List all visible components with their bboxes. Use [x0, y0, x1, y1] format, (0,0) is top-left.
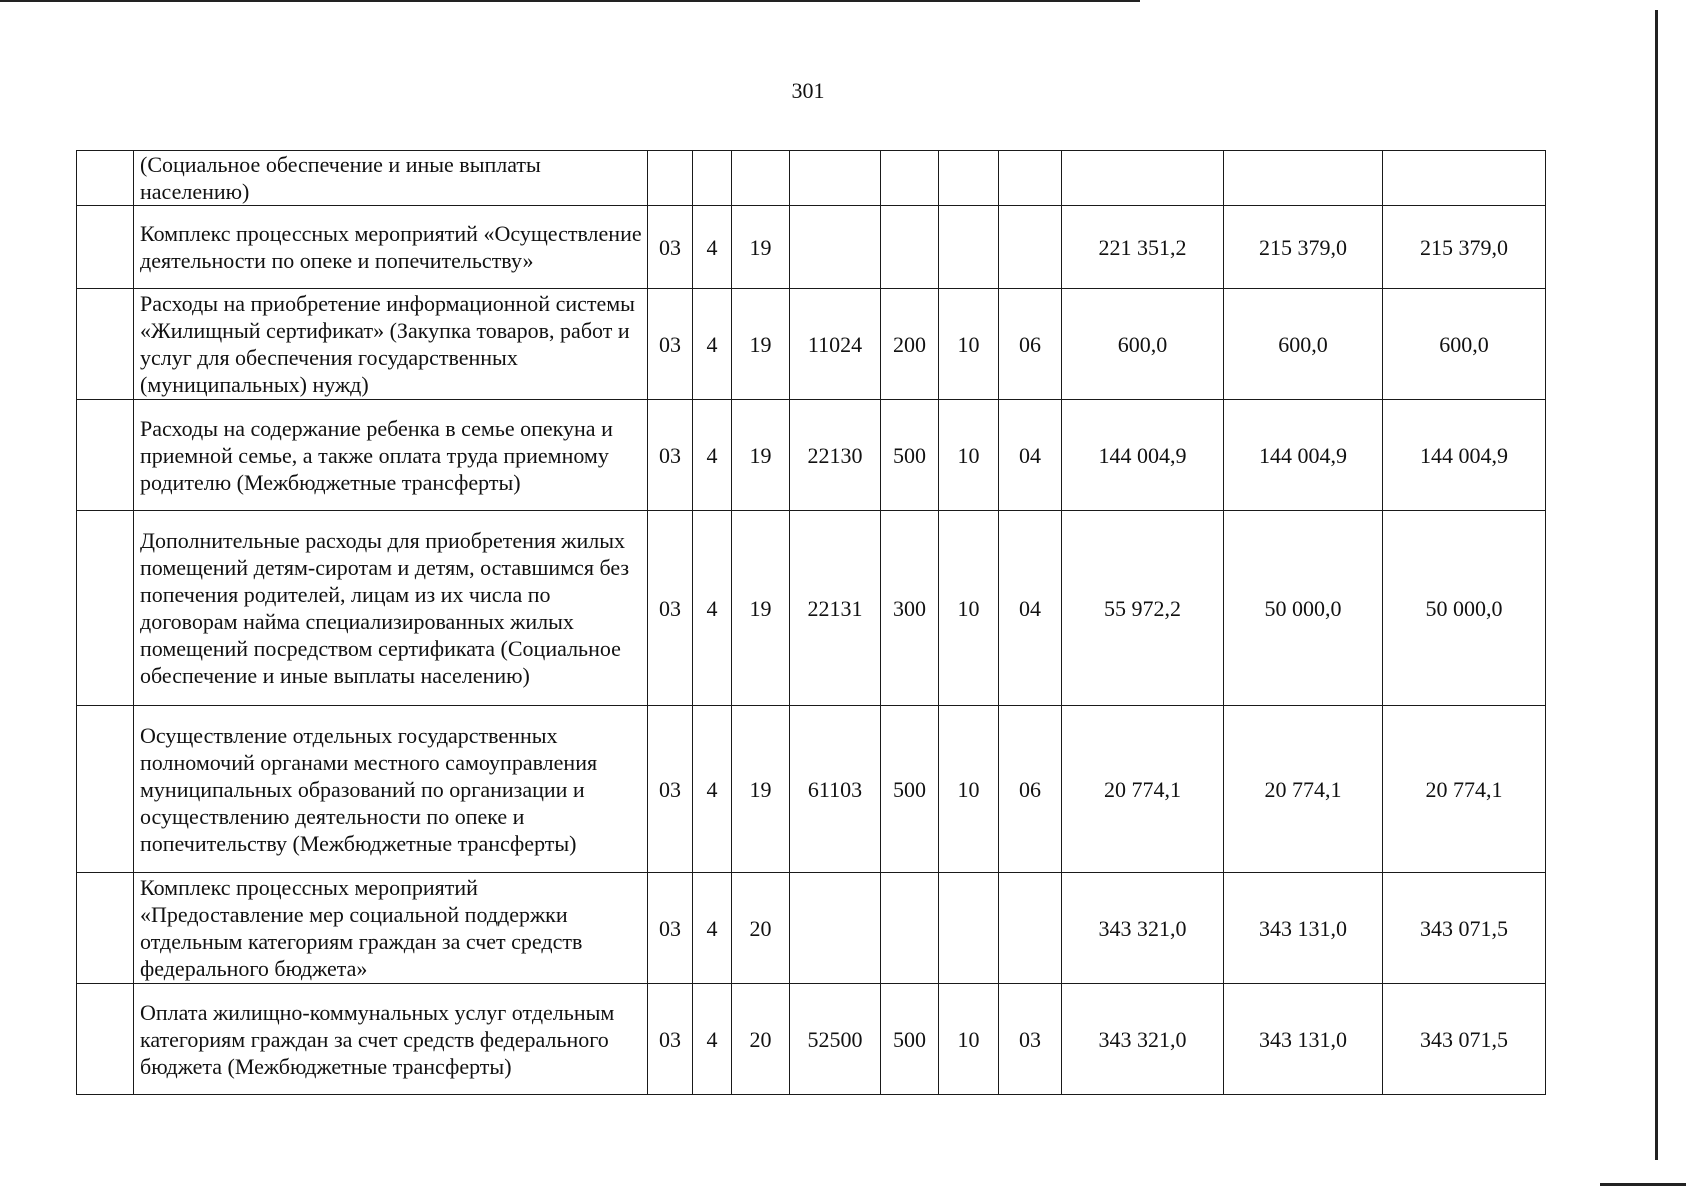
code-cell: [939, 151, 999, 206]
amount-cell: 215 379,0: [1383, 206, 1546, 289]
code-cell: 03: [999, 984, 1062, 1095]
code-cell: 52500: [790, 984, 881, 1095]
code-cell: [939, 873, 999, 984]
code-cell: 03: [648, 206, 693, 289]
code-cell: 10: [939, 289, 999, 400]
table-row: [77, 289, 1546, 400]
amount-cell: 55 972,2: [1062, 511, 1224, 706]
table-row: [77, 984, 1546, 1095]
code-cell: 4: [693, 873, 732, 984]
row-description: Комплекс процессных мероприятий «Предоставление мер социальной поддержки отдельным категориям граждан за счет средств федерального бюджета»: [134, 873, 648, 984]
amount-cell: [1062, 151, 1224, 206]
code-cell: 03: [648, 873, 693, 984]
empty-cell: [77, 984, 134, 1095]
row-description: Комплекс процессных мероприятий «Осуществление деятельности по опеке и попечительству»: [134, 206, 648, 289]
code-cell: [939, 206, 999, 289]
code-cell: 19: [732, 706, 790, 873]
scan-edge-right: [1655, 10, 1658, 1160]
code-cell: 04: [999, 511, 1062, 706]
amount-cell: 144 004,9: [1224, 400, 1383, 511]
code-cell: 4: [693, 706, 732, 873]
table-row: [77, 400, 1546, 511]
code-cell: 04: [999, 400, 1062, 511]
code-cell: [648, 151, 693, 206]
amount-cell: 600,0: [1383, 289, 1546, 400]
budget-table: [76, 150, 1546, 1095]
table-row: [77, 511, 1546, 706]
code-cell: [881, 206, 939, 289]
code-cell: 10: [939, 706, 999, 873]
code-cell: 06: [999, 706, 1062, 873]
row-description: Дополнительные расходы для приобретения жилых помещений детям-сиротам и детям, оставшимся без попечения родителей, лицам из их числа по договорам найма специализированных жилых помещений посредством сертификата (Социальное обеспечение и иные выплаты населению): [134, 511, 648, 706]
amount-cell: 215 379,0: [1224, 206, 1383, 289]
amount-cell: 144 004,9: [1062, 400, 1224, 511]
amount-cell: 343 131,0: [1224, 984, 1383, 1095]
code-cell: [790, 151, 881, 206]
table-row: [77, 873, 1546, 984]
empty-cell: [77, 511, 134, 706]
amount-cell: 343 131,0: [1224, 873, 1383, 984]
code-cell: 4: [693, 984, 732, 1095]
scan-edge-bottom: [1600, 1183, 1686, 1186]
amount-cell: 50 000,0: [1383, 511, 1546, 706]
empty-cell: [77, 206, 134, 289]
code-cell: 20: [732, 873, 790, 984]
scan-edge-top: [0, 0, 1140, 2]
amount-cell: 343 321,0: [1062, 984, 1224, 1095]
code-cell: 19: [732, 511, 790, 706]
code-cell: 22130: [790, 400, 881, 511]
amount-cell: 20 774,1: [1062, 706, 1224, 873]
row-description: Осуществление отдельных государственных полномочий органами местного самоуправления муниципальных образований по организации и осуществлению деятельности по опеке и попечительству (Межбюджетные трансферты): [134, 706, 648, 873]
row-description: Расходы на приобретение информационной системы «Жилищный сертификат» (Закупка товаров, работ и услуг для обеспечения государственных (муниципальных) нужд): [134, 289, 648, 400]
amount-cell: 144 004,9: [1383, 400, 1546, 511]
amount-cell: 20 774,1: [1224, 706, 1383, 873]
amount-cell: 50 000,0: [1224, 511, 1383, 706]
table-row: [77, 151, 1546, 206]
code-cell: 03: [648, 289, 693, 400]
code-cell: [881, 151, 939, 206]
code-cell: 03: [648, 511, 693, 706]
row-description: Расходы на содержание ребенка в семье опекуна и приемной семье, а также оплата труда приемному родителю (Межбюджетные трансферты): [134, 400, 648, 511]
empty-cell: [77, 873, 134, 984]
amount-cell: [1224, 151, 1383, 206]
code-cell: 4: [693, 400, 732, 511]
code-cell: 19: [732, 206, 790, 289]
code-cell: [999, 151, 1062, 206]
code-cell: 11024: [790, 289, 881, 400]
code-cell: 300: [881, 511, 939, 706]
amount-cell: 600,0: [1224, 289, 1383, 400]
code-cell: 20: [732, 984, 790, 1095]
code-cell: 61103: [790, 706, 881, 873]
code-cell: [790, 873, 881, 984]
amount-cell: 221 351,2: [1062, 206, 1224, 289]
code-cell: 06: [999, 289, 1062, 400]
code-cell: 4: [693, 511, 732, 706]
amount-cell: [1383, 151, 1546, 206]
code-cell: 10: [939, 511, 999, 706]
code-cell: 500: [881, 400, 939, 511]
amount-cell: 343 071,5: [1383, 984, 1546, 1095]
row-description: (Социальное обеспечение и иные выплаты населению): [134, 151, 648, 206]
table-row: [77, 206, 1546, 289]
amount-cell: 343 321,0: [1062, 873, 1224, 984]
row-description: Оплата жилищно-коммунальных услуг отдельным категориям граждан за счет средств федерального бюджета (Межбюджетные трансферты): [134, 984, 648, 1095]
code-cell: 500: [881, 984, 939, 1095]
code-cell: 4: [693, 206, 732, 289]
empty-cell: [77, 289, 134, 400]
code-cell: 03: [648, 400, 693, 511]
code-cell: [999, 873, 1062, 984]
amount-cell: 600,0: [1062, 289, 1224, 400]
code-cell: 19: [732, 400, 790, 511]
code-cell: 19: [732, 289, 790, 400]
code-cell: 500: [881, 706, 939, 873]
code-cell: 4: [693, 289, 732, 400]
code-cell: 10: [939, 984, 999, 1095]
table-row: [77, 706, 1546, 873]
code-cell: [693, 151, 732, 206]
code-cell: [999, 206, 1062, 289]
code-cell: [881, 873, 939, 984]
code-cell: 03: [648, 984, 693, 1095]
empty-cell: [77, 151, 134, 206]
code-cell: 10: [939, 400, 999, 511]
amount-cell: 20 774,1: [1383, 706, 1546, 873]
empty-cell: [77, 400, 134, 511]
code-cell: 03: [648, 706, 693, 873]
page-number: 301: [791, 78, 825, 103]
amount-cell: 343 071,5: [1383, 873, 1546, 984]
code-cell: [732, 151, 790, 206]
empty-cell: [77, 706, 134, 873]
code-cell: [790, 206, 881, 289]
code-cell: 200: [881, 289, 939, 400]
code-cell: 22131: [790, 511, 881, 706]
